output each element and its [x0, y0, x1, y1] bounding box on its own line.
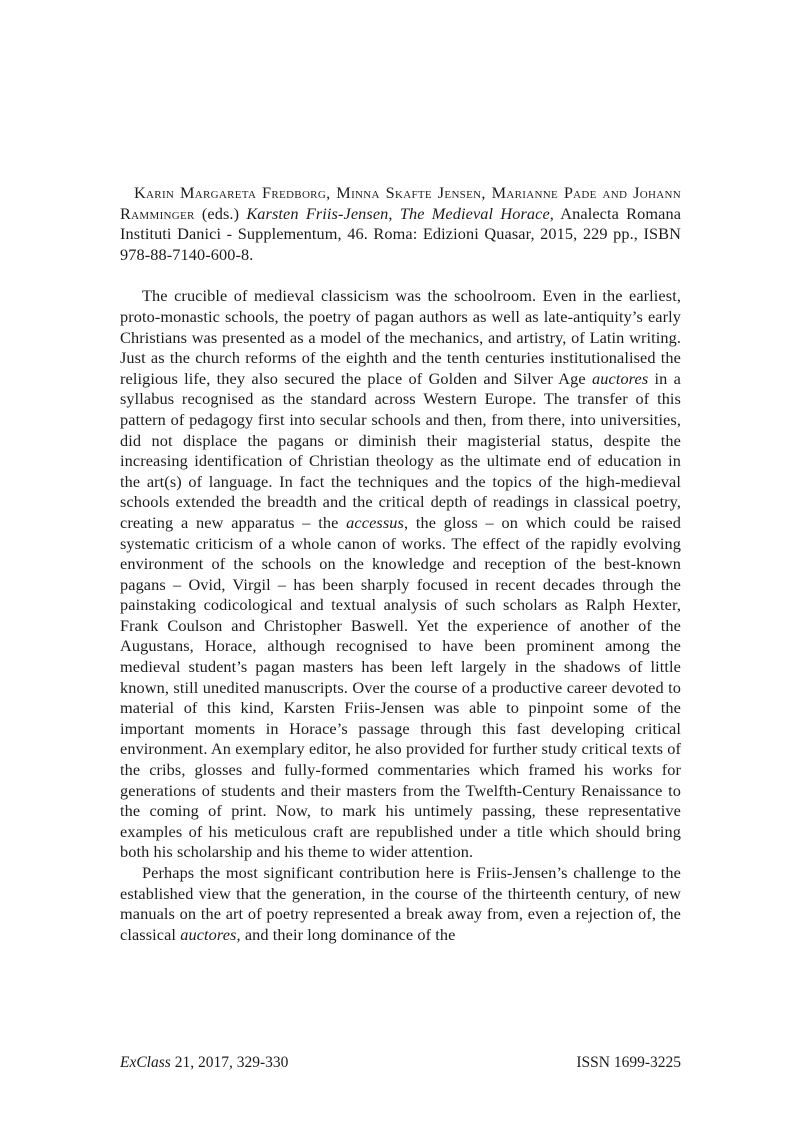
journal-reference: ExClass 21, 2017, 329-330	[120, 1054, 289, 1071]
review-paragraph-1: The crucible of medieval classicism was the schoolroom. Even in the earliest, proto-monastic schools, the poetry of pagan authors as well as late-antiquity’s early Christians was presented as a model of the mechanics, and artistry, of Latin writing. Just as the church reforms of the eighth and the tenth centuries institutionalised the religious life, they also secured the place of Golden and Silver Age auctores in a syllabus recognised as the standard across Western Europe. The transfer of this pattern of pedagogy first into secular schools and then, from there, into universities, did not displace the pagans or diminish their magisterial status, despite the increasing identification of Christian theology as the ultimate end of education in the art(s) of language. In fact the techniques and the topics of the high-medieval schools extended the breadth and the critical depth of readings in classical poetry, creating a new apparatus – the accessus, the gloss – on which could be raised systematic criticism of a whole canon of works. The effect of the rapidly evolving environment of the schools on the knowledge and reception of the best-known pagans – Ovid, Virgil – has been sharply focused in recent decades through the painstaking codicological and textual analysis of such scholars as Ralph Hexter, Frank Coulson and Christopher Baswell. Yet the experience of another of the Augustans, Horace, although recognised to have been prominent among the medieval student’s pagan masters has been left largely in the shadows of little known, still unedited manuscripts. Over the course of a productive career devoted to material of this kind, Karsten Friis-Jensen was able to pinpoint some of the important moments in Horace’s passage through this fast developing critical environment. An exemplary editor, he also provided for further study critical texts of the cribs, glosses and fully-formed commentaries which framed his works for generations of students and their masters from the Twelfth-Century Renaissance to the coming of print. Now, to mark his untimely passing, these representative examples of his meticulous craft are republished under a title which should bring both his scholarship and his theme to wider attention.	[120, 286, 682, 862]
review-paragraph-2: Perhaps the most significant contribution here is Friis-Jensen’s challenge to the established view that the generation, in the course of the thirteenth century, of new manuals on the art of poetry represented a break away from, even a rejection of, the classical auctores, and their long dominance of the	[120, 863, 681, 944]
book-citation: Karin Margareta Fredborg, Minna Skafte Jensen, Marianne Pade and Johann Ramminger (eds.) Karsten Friis-Jensen, The Medieval Horace, Analecta Romana Instituti Danici - Supplementum, 46. Roma: Edizioni Quasar, 2015, 229 pp., ISBN 978-88-7140-600-8.	[120, 183, 682, 264]
page-text-block	[120, 183, 681, 945]
issn-number: ISSN 1699-3225	[576, 1054, 681, 1071]
page-footer	[120, 1053, 681, 1073]
